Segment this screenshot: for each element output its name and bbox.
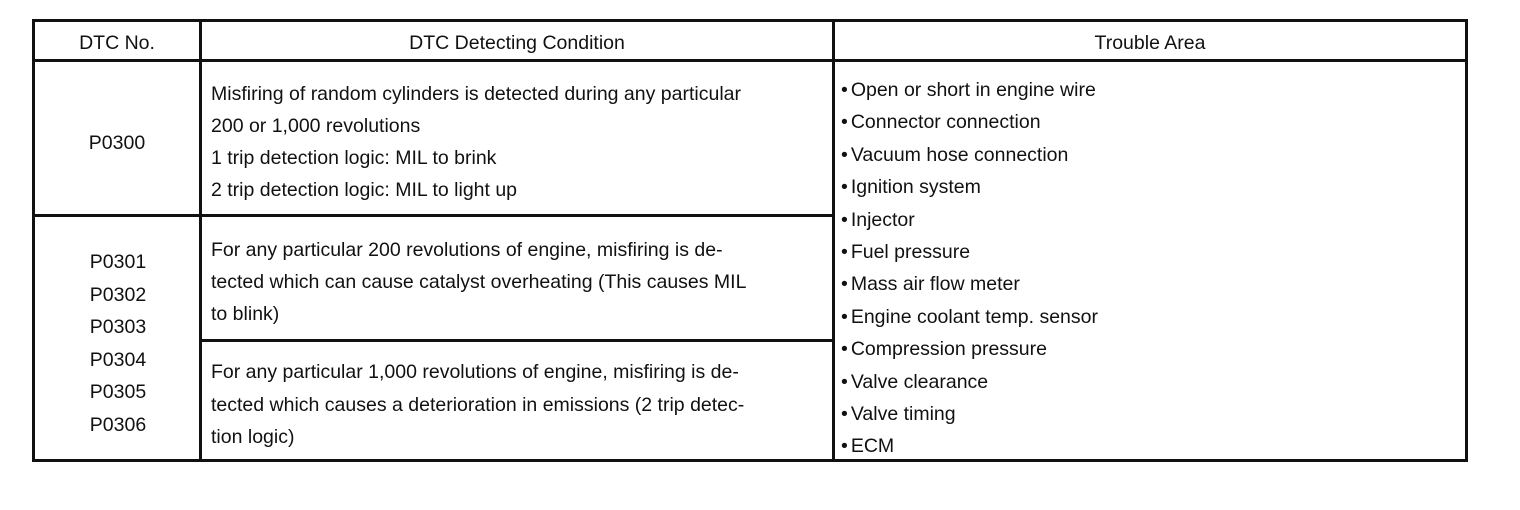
column-divider-1 bbox=[199, 19, 202, 462]
header-divider bbox=[32, 59, 1468, 62]
dtc-code: P0301 bbox=[89, 251, 147, 273]
trouble-area-item: • Connector connection bbox=[841, 106, 1098, 138]
condition-subrow-divider bbox=[199, 339, 835, 342]
trouble-area-item: • Valve timing bbox=[841, 398, 1098, 430]
row-divider bbox=[32, 214, 835, 217]
dtc-code-list bbox=[78, 246, 158, 441]
condition-line: tected which can cause catalyst overheating (This causes MIL bbox=[211, 271, 747, 293]
dtc-code: P0303 bbox=[89, 316, 147, 338]
trouble-area-item: • Injector bbox=[841, 204, 1098, 236]
trouble-area-item: • ECM bbox=[841, 430, 1098, 462]
condition-line: tion logic) bbox=[211, 426, 295, 448]
table-border-bottom bbox=[32, 459, 1468, 462]
condition-line: to blink) bbox=[211, 303, 280, 325]
header-detecting-condition: DTC Detecting Condition bbox=[409, 32, 625, 54]
condition-line: 1 trip detection logic: MIL to brink bbox=[211, 147, 497, 169]
trouble-area-item: • Compression pressure bbox=[841, 333, 1098, 365]
condition-line: 200 or 1,000 revolutions bbox=[211, 115, 421, 137]
dtc-code: P0306 bbox=[89, 413, 147, 436]
table-border-left bbox=[32, 19, 35, 462]
trouble-area-list bbox=[841, 74, 1098, 463]
trouble-area-item: • Vacuum hose connection bbox=[841, 139, 1098, 171]
trouble-area-item: • Ignition system bbox=[841, 171, 1098, 203]
table-border-top bbox=[32, 19, 1468, 22]
trouble-area-item: • Open or short in engine wire bbox=[841, 74, 1098, 106]
condition-line: 2 trip detection logic: MIL to light up bbox=[211, 179, 518, 201]
column-divider-2 bbox=[832, 19, 835, 462]
dtc-code: P0304 bbox=[89, 348, 147, 371]
trouble-area-item: • Fuel pressure bbox=[841, 236, 1098, 268]
header-dtc-no: DTC No. bbox=[79, 32, 155, 54]
dtc-table bbox=[32, 19, 1468, 462]
condition-line: For any particular 200 revolutions of engine, misfiring is de- bbox=[211, 239, 723, 261]
condition-line: For any particular 1,000 revolutions of engine, misfiring is de- bbox=[211, 361, 739, 383]
trouble-area-item: • Valve clearance bbox=[841, 366, 1098, 398]
dtc-code-p0300: P0300 bbox=[88, 132, 146, 154]
table-border-right bbox=[1465, 19, 1468, 462]
condition-line: Misfiring of random cylinders is detected during any particular bbox=[211, 83, 741, 105]
trouble-area-item: • Mass air flow meter bbox=[841, 268, 1098, 300]
condition-line: tected which causes a deterioration in emissions (2 trip detec- bbox=[211, 394, 745, 416]
dtc-code: P0305 bbox=[89, 381, 147, 403]
dtc-code: P0302 bbox=[89, 283, 147, 306]
trouble-area-item: • Engine coolant temp. sensor bbox=[841, 301, 1098, 333]
header-trouble-area: Trouble Area bbox=[1094, 32, 1206, 54]
